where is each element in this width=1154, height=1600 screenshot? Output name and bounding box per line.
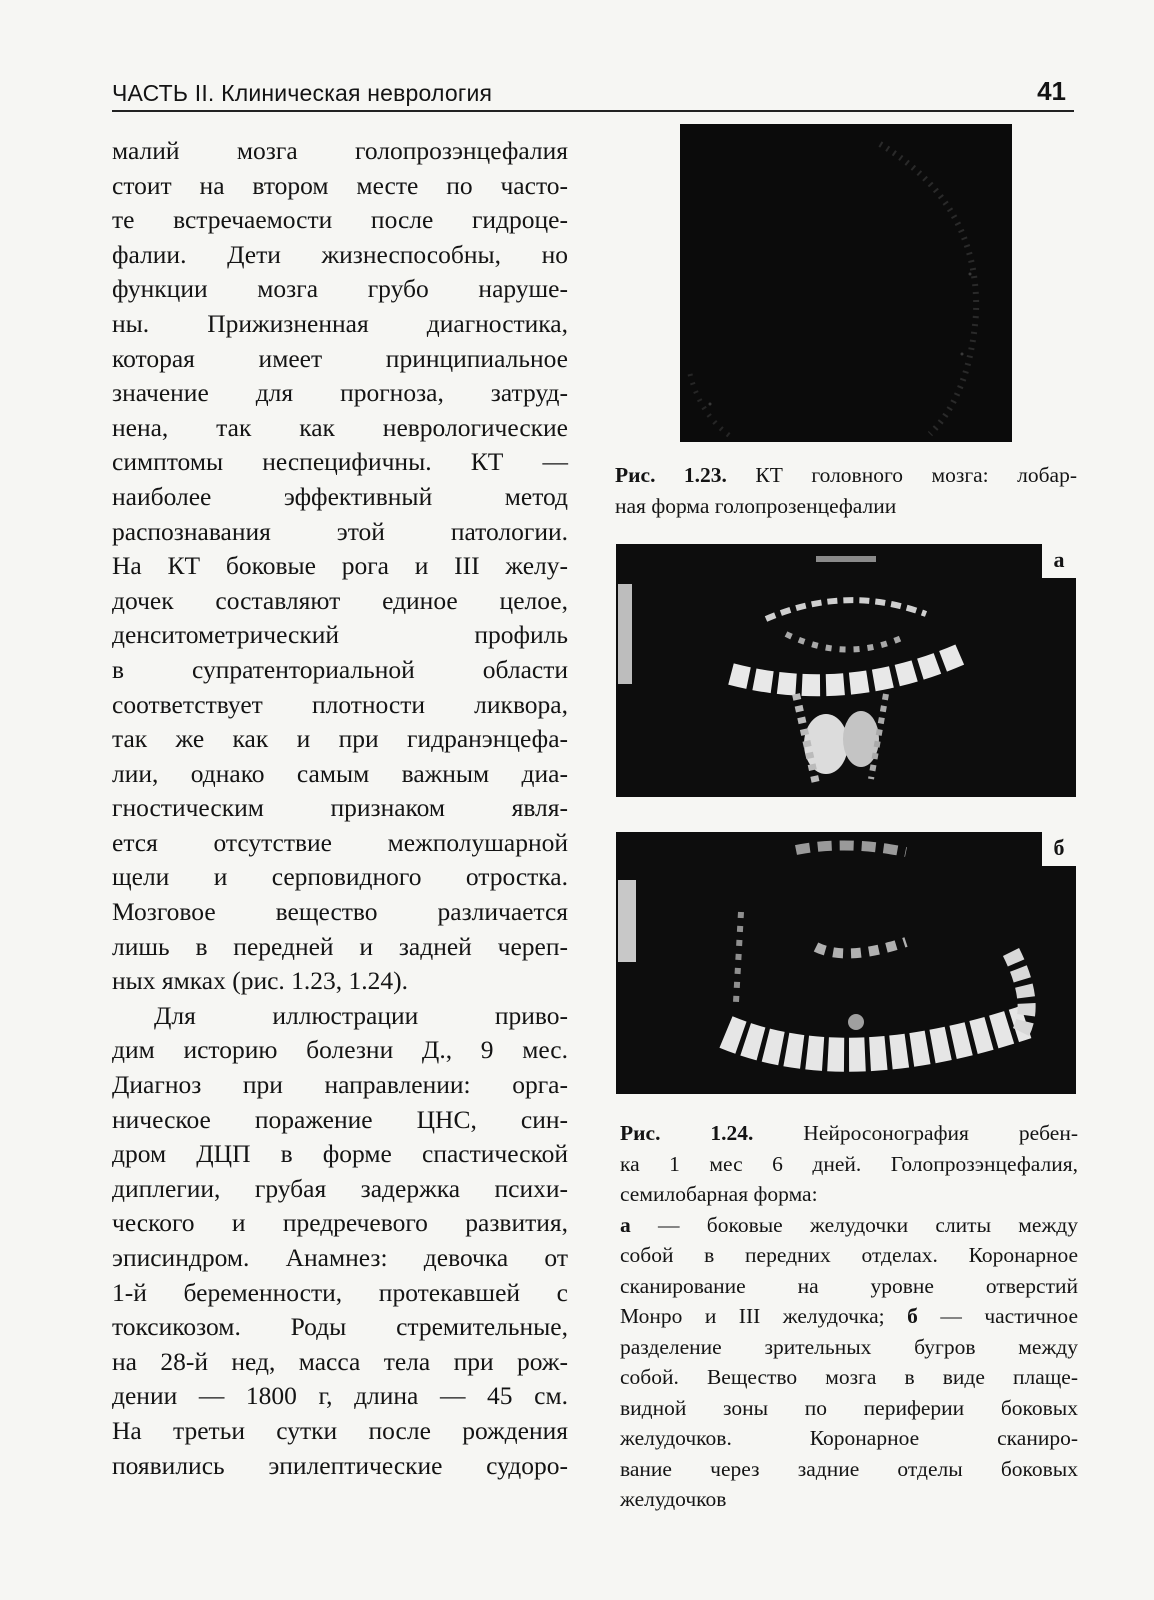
caption-line [615, 460, 1077, 491]
text-line: диплегии, грубая задержка психи- [112, 1173, 568, 1203]
text-line: распознавания этой патологии. [112, 516, 568, 546]
ct-scan-graphic [680, 124, 1012, 442]
panel-label-b: б [1042, 832, 1076, 866]
text-line: токсикозом. Роды стремительные, [112, 1312, 568, 1342]
caption-line: семилобарная форма: [620, 1182, 818, 1206]
caption-text: — частичное [917, 1304, 1078, 1328]
caption-text: — боковые желудочки слиты между [630, 1212, 1078, 1237]
main-text-column [112, 134, 568, 1483]
text-line: функции мозга грубо наруше- [112, 274, 568, 304]
caption-text: КТ головного мозга: лобар- [726, 463, 1077, 487]
text-line: эписиндром. Анамнез: девочка от [112, 1243, 568, 1272]
text-line: ны. Прижизненная диагностика, [112, 308, 568, 338]
running-header [112, 78, 1074, 112]
text-line: стоит на втором месте по часто- [112, 170, 568, 200]
caption-line: разделение зрительных бугров между [620, 1334, 1078, 1359]
text-line: дим историю болезни Д., 9 мес. [112, 1035, 568, 1065]
text-line: на 28-й нед, масса тела при рож- [112, 1346, 568, 1376]
text-line: щели и серповидного отростка. [112, 862, 568, 892]
ct-scan-image [680, 124, 1012, 442]
caption-line: собой. Вещество мозга в виде плаще- [620, 1365, 1078, 1389]
ultrasound-graphic-b [616, 832, 1076, 1094]
figure-label: Рис. 1.23. [615, 463, 727, 487]
text-line: соответствует плотности ликвора, [112, 689, 568, 719]
text-line: дром ДЦП в форме спастической [112, 1139, 568, 1169]
caption-line: ка 1 мес 6 дней. Голопрозэнцефалия, [620, 1151, 1078, 1176]
text-line: наиболее эффективный метод [112, 481, 568, 511]
text-line: Мозговое вещество различается [112, 897, 568, 927]
text-line: Диагноз при направлении: орга- [112, 1070, 568, 1100]
text-line: те встречаемости после гидроце- [112, 205, 568, 235]
caption-line: желудочков. Коронарное сканиро- [620, 1426, 1078, 1450]
text-line: лии, однако самым важным диа- [112, 758, 568, 788]
text-line: малий мозга голопрозэнцефалия [112, 136, 568, 165]
text-line: 1-й беременности, протекавшей с [112, 1277, 568, 1307]
text-line: симптомы неспецифичны. КТ — [112, 447, 568, 477]
caption-line [620, 1118, 1078, 1149]
text-line: лишь в передней и задней череп- [112, 931, 568, 961]
text-line: На третьи сутки после рождения [112, 1415, 568, 1445]
caption-text: Нейросонография ребен- [753, 1121, 1078, 1145]
text-line: ническое поражение ЦНС, син- [112, 1104, 568, 1134]
text-line: гностическим признаком явля- [112, 793, 568, 823]
panel-label-a: а [1042, 544, 1076, 578]
ultrasound-graphic-a [616, 544, 1076, 797]
caption-line: собой в передних отделах. Коронарное [620, 1243, 1078, 1267]
ultrasound-image-b [616, 832, 1076, 1094]
caption-line: сканирование на уровне отверстий [620, 1273, 1078, 1298]
section-title: ЧАСТЬ II. Клиническая неврология [112, 80, 493, 106]
text-line: появились эпилептические судоро- [112, 1450, 568, 1480]
page-number: 41 [1037, 76, 1066, 106]
text-line: дении — 1800 г, длина — 45 см. [112, 1381, 568, 1411]
panel-letter-b: б [907, 1304, 918, 1328]
caption-line: видной зоны по периферии боковых [620, 1395, 1078, 1420]
caption-line: вание через задние отделы боковых [620, 1456, 1078, 1481]
text-line: нена, так как неврологические [112, 412, 568, 442]
caption-line [620, 1301, 1078, 1332]
text-line: Для иллюстрации приво- [154, 1000, 568, 1030]
caption-line: желудочков [620, 1487, 727, 1511]
caption-text: Монро и III желудочка; [620, 1304, 908, 1328]
figure-1-23-caption [615, 460, 1077, 521]
text-line: фалии. Дети жизнеспособны, но [112, 239, 568, 269]
ultrasound-image-a [616, 544, 1076, 797]
text-line: ных ямках (рис. 1.23, 1.24). [112, 966, 409, 996]
text-line: значение для прогноза, затруд- [112, 378, 568, 408]
text-line: дочек составляют единое целое, [112, 585, 568, 615]
text-line: денситометрический профиль [112, 620, 568, 650]
panel-letter-a: а [620, 1212, 631, 1237]
text-line: в супратенториальной области [112, 654, 568, 684]
figure-label: Рис. 1.24. [620, 1121, 754, 1145]
figure-1-24-caption [620, 1118, 1078, 1515]
text-line: На КТ боковые рога и III желу- [112, 551, 568, 581]
caption-line: ная форма голопрозенцефалии [615, 493, 897, 518]
text-line: ческого и предречевого развития, [112, 1208, 568, 1238]
text-line: так же как и при гидранэнцефа- [112, 724, 568, 754]
caption-line [620, 1210, 1078, 1241]
text-line: ется отсутствие межполушарной [112, 827, 568, 857]
text-line: которая имеет принципиальное [112, 343, 568, 373]
